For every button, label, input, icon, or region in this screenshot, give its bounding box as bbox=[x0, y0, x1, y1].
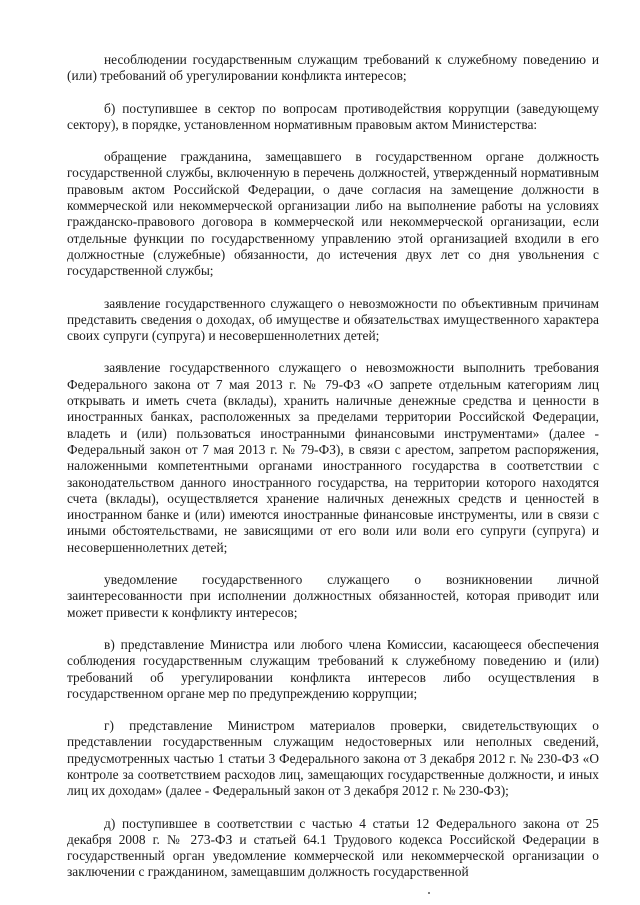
paragraph-foreign-accounts: заявление государственного служащего о невозможности выполнить требования Федерального закона от 7 мая 2013 г. № 79-ФЗ «О запрете отдельным категориям лиц открывать и иметь счета (вклады), хранить наличные денежные средства и ценности в иностранных банках, расположенных за пределами территории Российской Федерации, владеть и (или) пользоваться иностранными финансовыми инструментами» (далее - Федеральный закон от 7 мая 2013 г. № 79-ФЗ), в связи с арестом, запретом распоряжения, наложенными компетентными органами иностранного государства в соответствии с законодательством данного иностранного государства, на территории которого находятся счета (вклады), осуществляется хранение наличных денежных средств и ценностей в иностранном банке и (или) имеются иностранные финансовые инструменты, или в связи с иными обстоятельствами, не зависящими от его воли или воли его супруги (супруга) и несовершеннолетних детей; bbox=[67, 360, 599, 555]
paragraph-item-g: г) представление Министром материалов проверки, свидетельствующих о представлении государственным служащим недостоверных или неполных сведений, предусмотренных частью 1 статьи 3 Федерального закона от 3 декабря 2012 г. № 230-ФЗ «О контроле за соответствием расходов лиц, замещающих государственные должности, и иных лиц их доходам» (далее - Федеральный закон от 3 декабря 2012 г. № 230-ФЗ); bbox=[67, 718, 599, 799]
paragraph-citizen-appeal: обращение гражданина, замещавшего в государственном органе должность государственной службы, включенную в перечень должностей, утвержденный нормативным правовым актом Российской Федерации, о даче согласия на замещение должности в коммерческой или некоммерческой организации либо на выполнение работы на условиях гражданско-правового договора в коммерческой или некоммерческой организации, если отдельные функции по государственному управлению этой организацией входили в его должностные (служебные) обязанности, до истечения двух лет со дня увольнения с государственной службы; bbox=[67, 149, 599, 279]
paragraph-item-d: д) поступившее в соответствии с частью 4 статьи 12 Федерального закона от 25 декабря 2008 г. № 273-ФЗ и статьей 64.1 Трудового кодекса Российской Федерации в государственный орган уведомление коммерческой или некоммерческой организации о заключении с гражданином, замещавшим должность государственной bbox=[67, 815, 599, 880]
document-page bbox=[67, 52, 599, 880]
paragraph-item-v: в) представление Министра или любого члена Комиссии, касающееся обеспечения соблюдения государственным служащим требований к служебному поведению и (или) требований об урегулировании конфликта интересов либо осуществления в государственном органе мер по предупреждению коррупции; bbox=[67, 636, 599, 701]
paragraph-item-b: б) поступившее в сектор по вопросам противодействия коррупции (заведующему сектору), в порядке, установленном нормативным правовым актом Министерства: bbox=[67, 100, 599, 132]
paragraph-continuation: несоблюдении государственным служащим требований к служебному поведению и (или) требований об урегулировании конфликта интересов; bbox=[67, 52, 599, 84]
scan-speck bbox=[428, 892, 430, 894]
paragraph-conflict-notice: уведомление государственного служащего о возникновении личной заинтересованности при исполнении должностных обязанностей, которая приводит или может привести к конфликту интересов; bbox=[67, 572, 599, 620]
paragraph-income-statement: заявление государственного служащего о невозможности по объективным причинам представить сведения о доходах, об имуществе и обязательствах имущественного характера своих супруги (супруга) и несовершеннолетних детей; bbox=[67, 295, 599, 344]
